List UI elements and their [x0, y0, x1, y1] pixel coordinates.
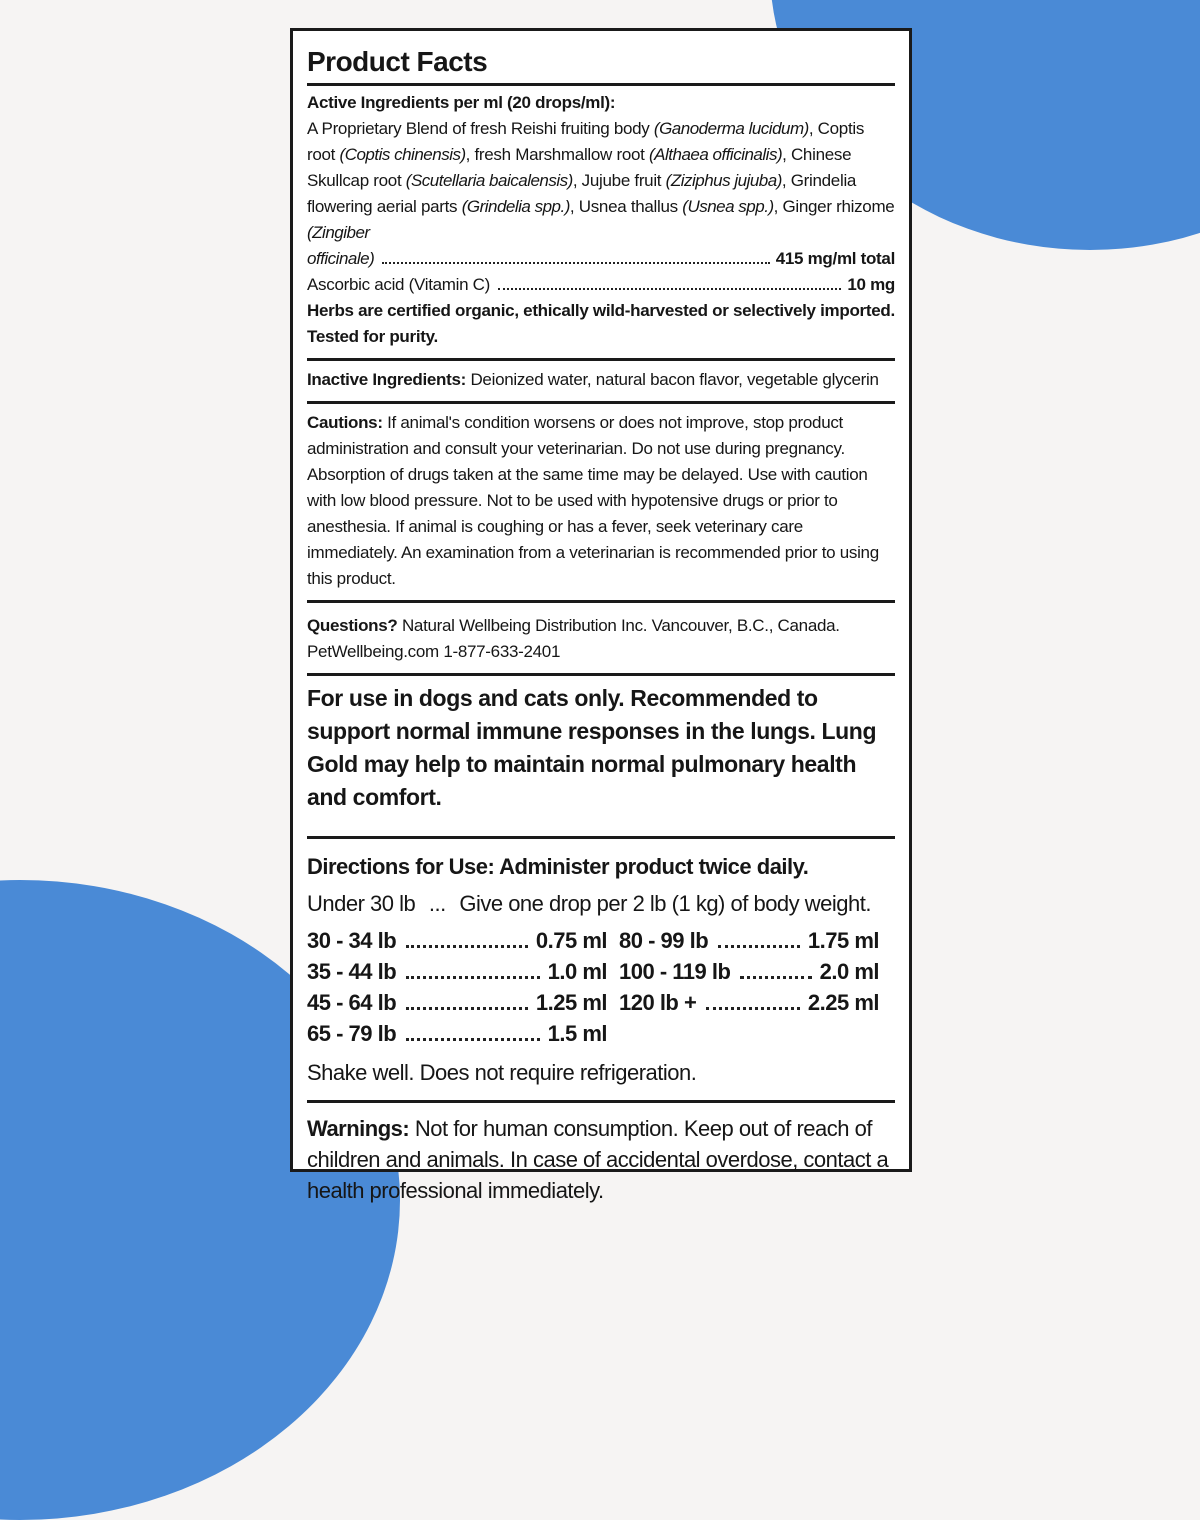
- ingredient-name: , Grindelia flowering aerial parts: [307, 171, 857, 216]
- dosage-row: [307, 987, 607, 1018]
- botanical-name: (Scutellaria baicalensis): [405, 171, 573, 190]
- under-30-row: [307, 888, 895, 919]
- active-ingredients-section: [307, 90, 895, 358]
- dot-leader: [406, 1038, 539, 1041]
- product-facts-label: [290, 28, 912, 1203]
- dosage-amount: 2.0 ml: [819, 959, 879, 984]
- storage-note: Shake well. Does not require refrigeration.: [307, 1060, 697, 1085]
- dot-leader: [718, 945, 800, 948]
- warnings-heading: Warnings:: [307, 1116, 410, 1141]
- questions-section: [307, 603, 895, 673]
- vitamin-c-row: [307, 272, 895, 298]
- under-30-leader: ...: [428, 891, 446, 916]
- ingredient-name: A Proprietary Blend of fresh Reishi fruiting body: [307, 119, 654, 138]
- dosage-amount: 1.5 ml: [547, 1021, 607, 1046]
- ingredient-name: , Usnea thallus: [569, 197, 683, 216]
- botanical-name: (Ziziphus jujuba): [665, 171, 782, 190]
- dosage-amount: 1.25 ml: [535, 990, 607, 1015]
- dot-leader: [498, 288, 841, 290]
- dosage-column-left: [307, 925, 607, 1049]
- botanical-name: (Grindelia spp.): [461, 197, 570, 216]
- dosage-row: [307, 1018, 607, 1049]
- dosage-weight: 65 - 79 lb: [307, 1021, 397, 1046]
- dosage-weight: 30 - 34 lb: [307, 928, 397, 953]
- dot-leader: [406, 976, 539, 979]
- dosage-table: [307, 925, 895, 1049]
- dot-leader: [406, 1007, 528, 1010]
- inactive-ingredients-section: [307, 361, 895, 401]
- dosage-amount: 2.25 ml: [807, 990, 879, 1015]
- cautions-heading: Cautions:: [307, 413, 383, 432]
- distributor-text: Natural Wellbeing Distribution Inc. Vancouver, B.C., Canada.: [397, 616, 840, 635]
- dosage-weight: 100 - 119 lb: [619, 959, 731, 984]
- dot-leader: [740, 976, 811, 979]
- ingredient-name: , Coptis root: [307, 119, 865, 164]
- dosage-row: [619, 987, 879, 1018]
- divider: [307, 83, 895, 86]
- dosage-amount: 1.0 ml: [547, 959, 607, 984]
- under-30-instruction: Give one drop per 2 lb (1 kg) of body weight.: [459, 891, 871, 916]
- contact-text: PetWellbeing.com 1-877-633-2401: [307, 642, 561, 661]
- dot-leader: [406, 945, 528, 948]
- dosage-row: [307, 956, 607, 987]
- questions-heading: Questions?: [307, 616, 398, 635]
- ingredient-name: , Jujube fruit: [572, 171, 666, 190]
- vitamin-c-amount: 10 mg: [847, 275, 895, 294]
- botanical-name: (Coptis chinensis): [339, 145, 466, 164]
- ingredient-name: , Chinese Skullcap root: [307, 145, 852, 190]
- vitamin-c-name: Ascorbic acid (Vitamin C): [307, 275, 491, 294]
- dosage-weight: 45 - 64 lb: [307, 990, 397, 1015]
- active-ingredients-heading: Active Ingredients per ml (20 drops/ml):: [307, 93, 616, 112]
- botanical-name: (Althaea officinalis): [648, 145, 783, 164]
- dosage-row: [619, 925, 879, 956]
- directions-section: [307, 839, 895, 1100]
- dosage-amount: 1.75 ml: [807, 928, 879, 953]
- cautions-section: [307, 404, 895, 600]
- organic-note: Herbs are certified organic, ethically wild-harvested or selectively imported. Tested for purity.: [307, 301, 895, 346]
- dot-leader: [706, 1007, 800, 1010]
- inactive-heading: Inactive Ingredients:: [307, 370, 467, 389]
- use-statement: For use in dogs and cats only. Recommended to support normal immune responses in the lungs. Lung Gold may help to maintain normal pulmonary health and comfort.: [307, 685, 877, 810]
- proprietary-blend-text: [307, 116, 895, 246]
- dosage-row: [307, 925, 607, 956]
- warnings-text: Not for human consumption. Keep out of reach of children and animals. In case of accidental overdose, contact a health professional immediately.: [307, 1116, 889, 1203]
- warnings-section: [307, 1103, 895, 1206]
- dosage-row: [619, 956, 879, 987]
- label-title: Product Facts: [307, 46, 488, 77]
- inactive-text: Deionized water, natural bacon flavor, vegetable glycerin: [466, 370, 879, 389]
- dosage-weight: 35 - 44 lb: [307, 959, 397, 984]
- dosage-column-right: [619, 925, 879, 1049]
- dosage-weight: 80 - 99 lb: [619, 928, 709, 953]
- blend-amount-row: [307, 246, 895, 272]
- dosage-weight: 120 lb +: [619, 990, 697, 1015]
- botanical-name: (Zingiber: [307, 223, 370, 242]
- botanical-name: (Usnea spp.): [682, 197, 774, 216]
- under-30-weight: Under 30 lb: [307, 891, 416, 916]
- botanical-name: (Ganoderma lucidum): [653, 119, 809, 138]
- blend-amount: 415 mg/ml total: [775, 249, 895, 268]
- ingredient-name: , fresh Marshmallow root: [465, 145, 649, 164]
- blend-last-word: officinale): [307, 249, 375, 268]
- cautions-text: If animal's condition worsens or does not improve, stop product administration and consult your veterinarian. Do not use during pregnancy. Absorption of drugs taken at the same time may be delayed. Use with caution with low blood pressure. Not to be used with hypotensive drugs or prior to anesthesia. If animal is coughing or has a fever, seek veterinary care immediately. An examination from a veterinarian is recommended prior to using this product.: [307, 413, 879, 588]
- ingredient-name: , Ginger rhizome: [773, 197, 895, 216]
- dot-leader: [382, 262, 769, 264]
- directions-heading: Directions for Use: Administer product twice daily.: [307, 854, 809, 879]
- dosage-amount: 0.75 ml: [535, 928, 607, 953]
